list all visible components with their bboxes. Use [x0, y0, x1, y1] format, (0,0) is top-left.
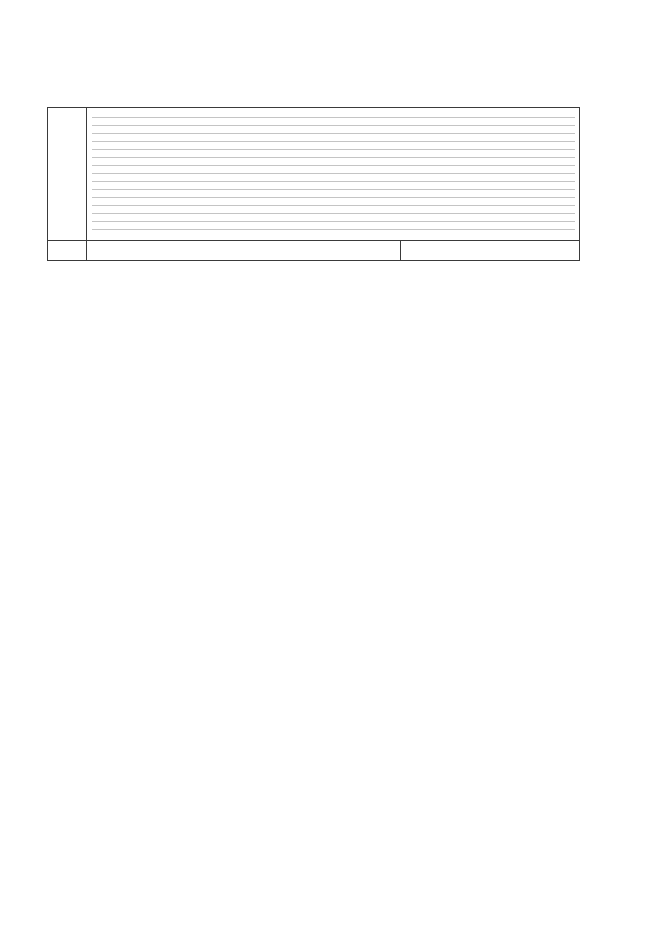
characteristics-table: [47, 107, 580, 261]
paragraph: [92, 158, 575, 166]
note: [92, 190, 575, 198]
paragraph: [92, 150, 575, 158]
paragraph: [92, 166, 575, 174]
row-number: [48, 108, 87, 241]
paragraph: [92, 214, 575, 222]
paragraph: [92, 198, 575, 206]
row-value: [401, 241, 580, 261]
paragraph: [92, 206, 575, 214]
paragraph: [92, 222, 575, 230]
paragraph: [92, 230, 575, 237]
list-item: [92, 142, 575, 150]
row-number: [48, 241, 87, 261]
paragraph: [92, 182, 575, 190]
table-row-18: [48, 108, 580, 241]
list-item: [92, 118, 575, 126]
row-content: [87, 108, 580, 241]
list-item: [92, 126, 575, 134]
list-item: [92, 134, 575, 142]
row-label: [87, 241, 401, 261]
paragraph: [92, 110, 575, 118]
paragraph: [92, 174, 575, 182]
table-row-19: [48, 241, 580, 261]
